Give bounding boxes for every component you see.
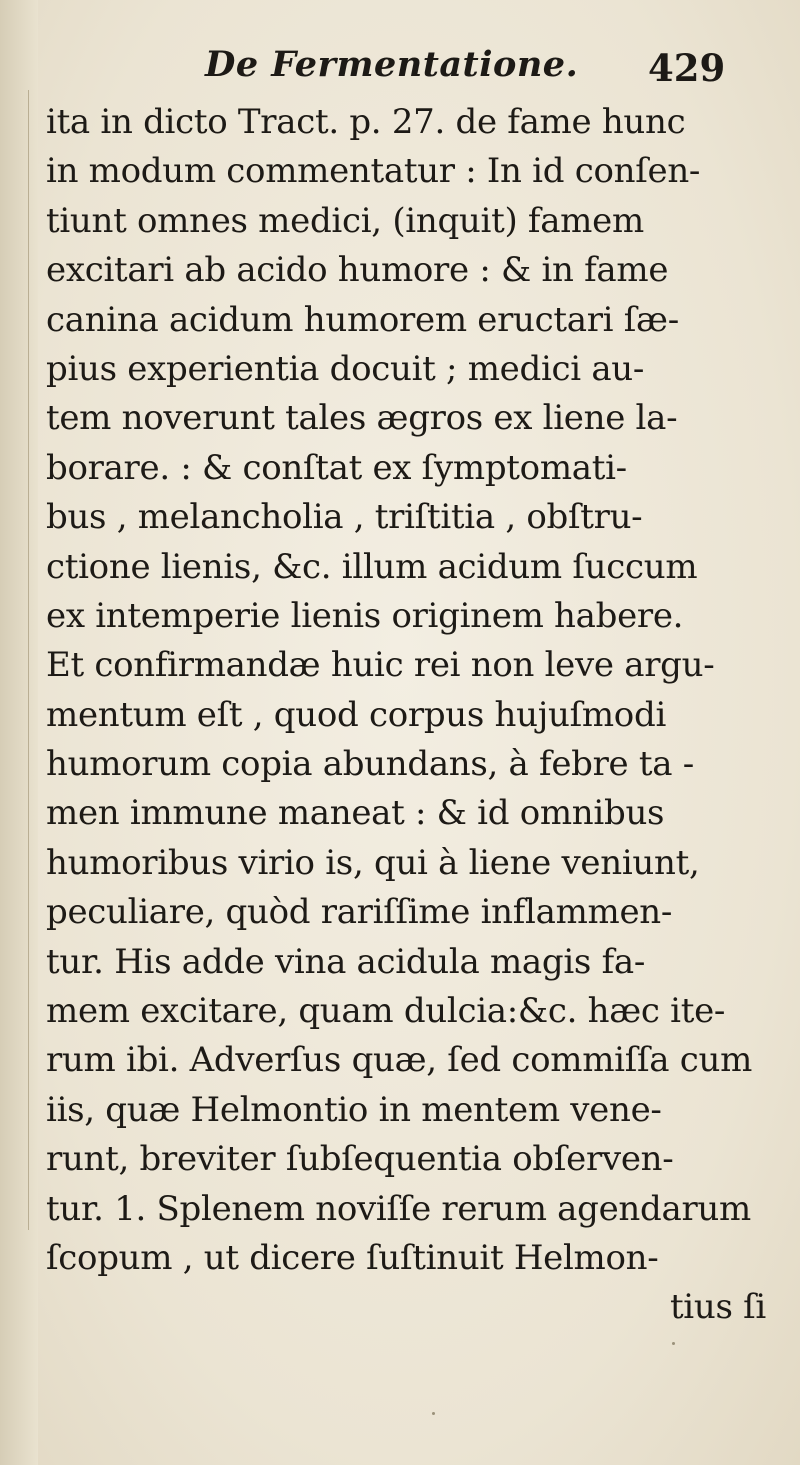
margin-rule bbox=[28, 90, 29, 1230]
text-line: pius experientia docuit ; medici au- bbox=[46, 348, 645, 389]
text-line: tiunt omnes medici, (inquit) famem bbox=[46, 200, 644, 241]
ink-speck bbox=[672, 1342, 675, 1345]
running-head bbox=[0, 44, 800, 98]
text-line: Et confirmandæ huic rei non leve argu- bbox=[46, 645, 715, 686]
page-gutter bbox=[0, 0, 38, 1465]
text-line: runt, breviter ſubſequentia obſerven- bbox=[46, 1139, 674, 1180]
body-text bbox=[46, 98, 776, 1333]
catchword-line: tius ſi bbox=[669, 1287, 766, 1328]
text-line: ſcopum , ut dicere ſuſtinuit Helmon- bbox=[46, 1237, 659, 1278]
text-line: canina acidum humorem eructari ſæ- bbox=[46, 299, 679, 340]
running-title: De Fermentatione. bbox=[205, 44, 579, 85]
text-line: borare. : & conſtat ex ſymptomati- bbox=[46, 447, 627, 488]
text-line: excitari ab acido humore : & in fame bbox=[46, 250, 669, 291]
ink-speck bbox=[432, 1412, 435, 1415]
text-line: humoribus virio is, qui à liene veniunt, bbox=[46, 842, 700, 883]
text-line: mentum eſt , quod corpus hujuſmodi bbox=[46, 694, 667, 735]
text-line: men immune maneat : & id omnibus bbox=[46, 793, 665, 834]
text-line: bus , melancholia , triſtitia , obſtru- bbox=[46, 497, 643, 538]
text-line: rum ibi. Adverſus quæ, ſed commiſſa cum bbox=[46, 1040, 753, 1081]
text-line: ita in dicto Tract. p. 27. de fame hunc bbox=[46, 102, 686, 142]
text-line: ex intemperie lienis originem habere. bbox=[46, 595, 684, 636]
text-line: tur. His adde vina acidula magis fa- bbox=[46, 941, 646, 982]
text-line: tur. 1. Splenem noviſſe rerum agendarum bbox=[46, 1188, 751, 1229]
text-line: ctione lienis, &c. illum acidum ſuccum bbox=[46, 546, 698, 587]
text-line: mem excitare, quam dulcia:&c. hæc ite- bbox=[46, 991, 726, 1032]
text-line: peculiare, quòd rariſſime inflammen- bbox=[46, 892, 673, 933]
text-line: humorum copia abundans, à febre ta - bbox=[46, 744, 694, 785]
text-line: iis, quæ Helmontio in mentem vene- bbox=[46, 1089, 662, 1130]
text-line: tem noverunt tales ægros ex liene la- bbox=[46, 398, 678, 439]
text-line: in modum commentatur : In id conſen- bbox=[46, 151, 701, 192]
page-number: 429 bbox=[648, 46, 726, 90]
